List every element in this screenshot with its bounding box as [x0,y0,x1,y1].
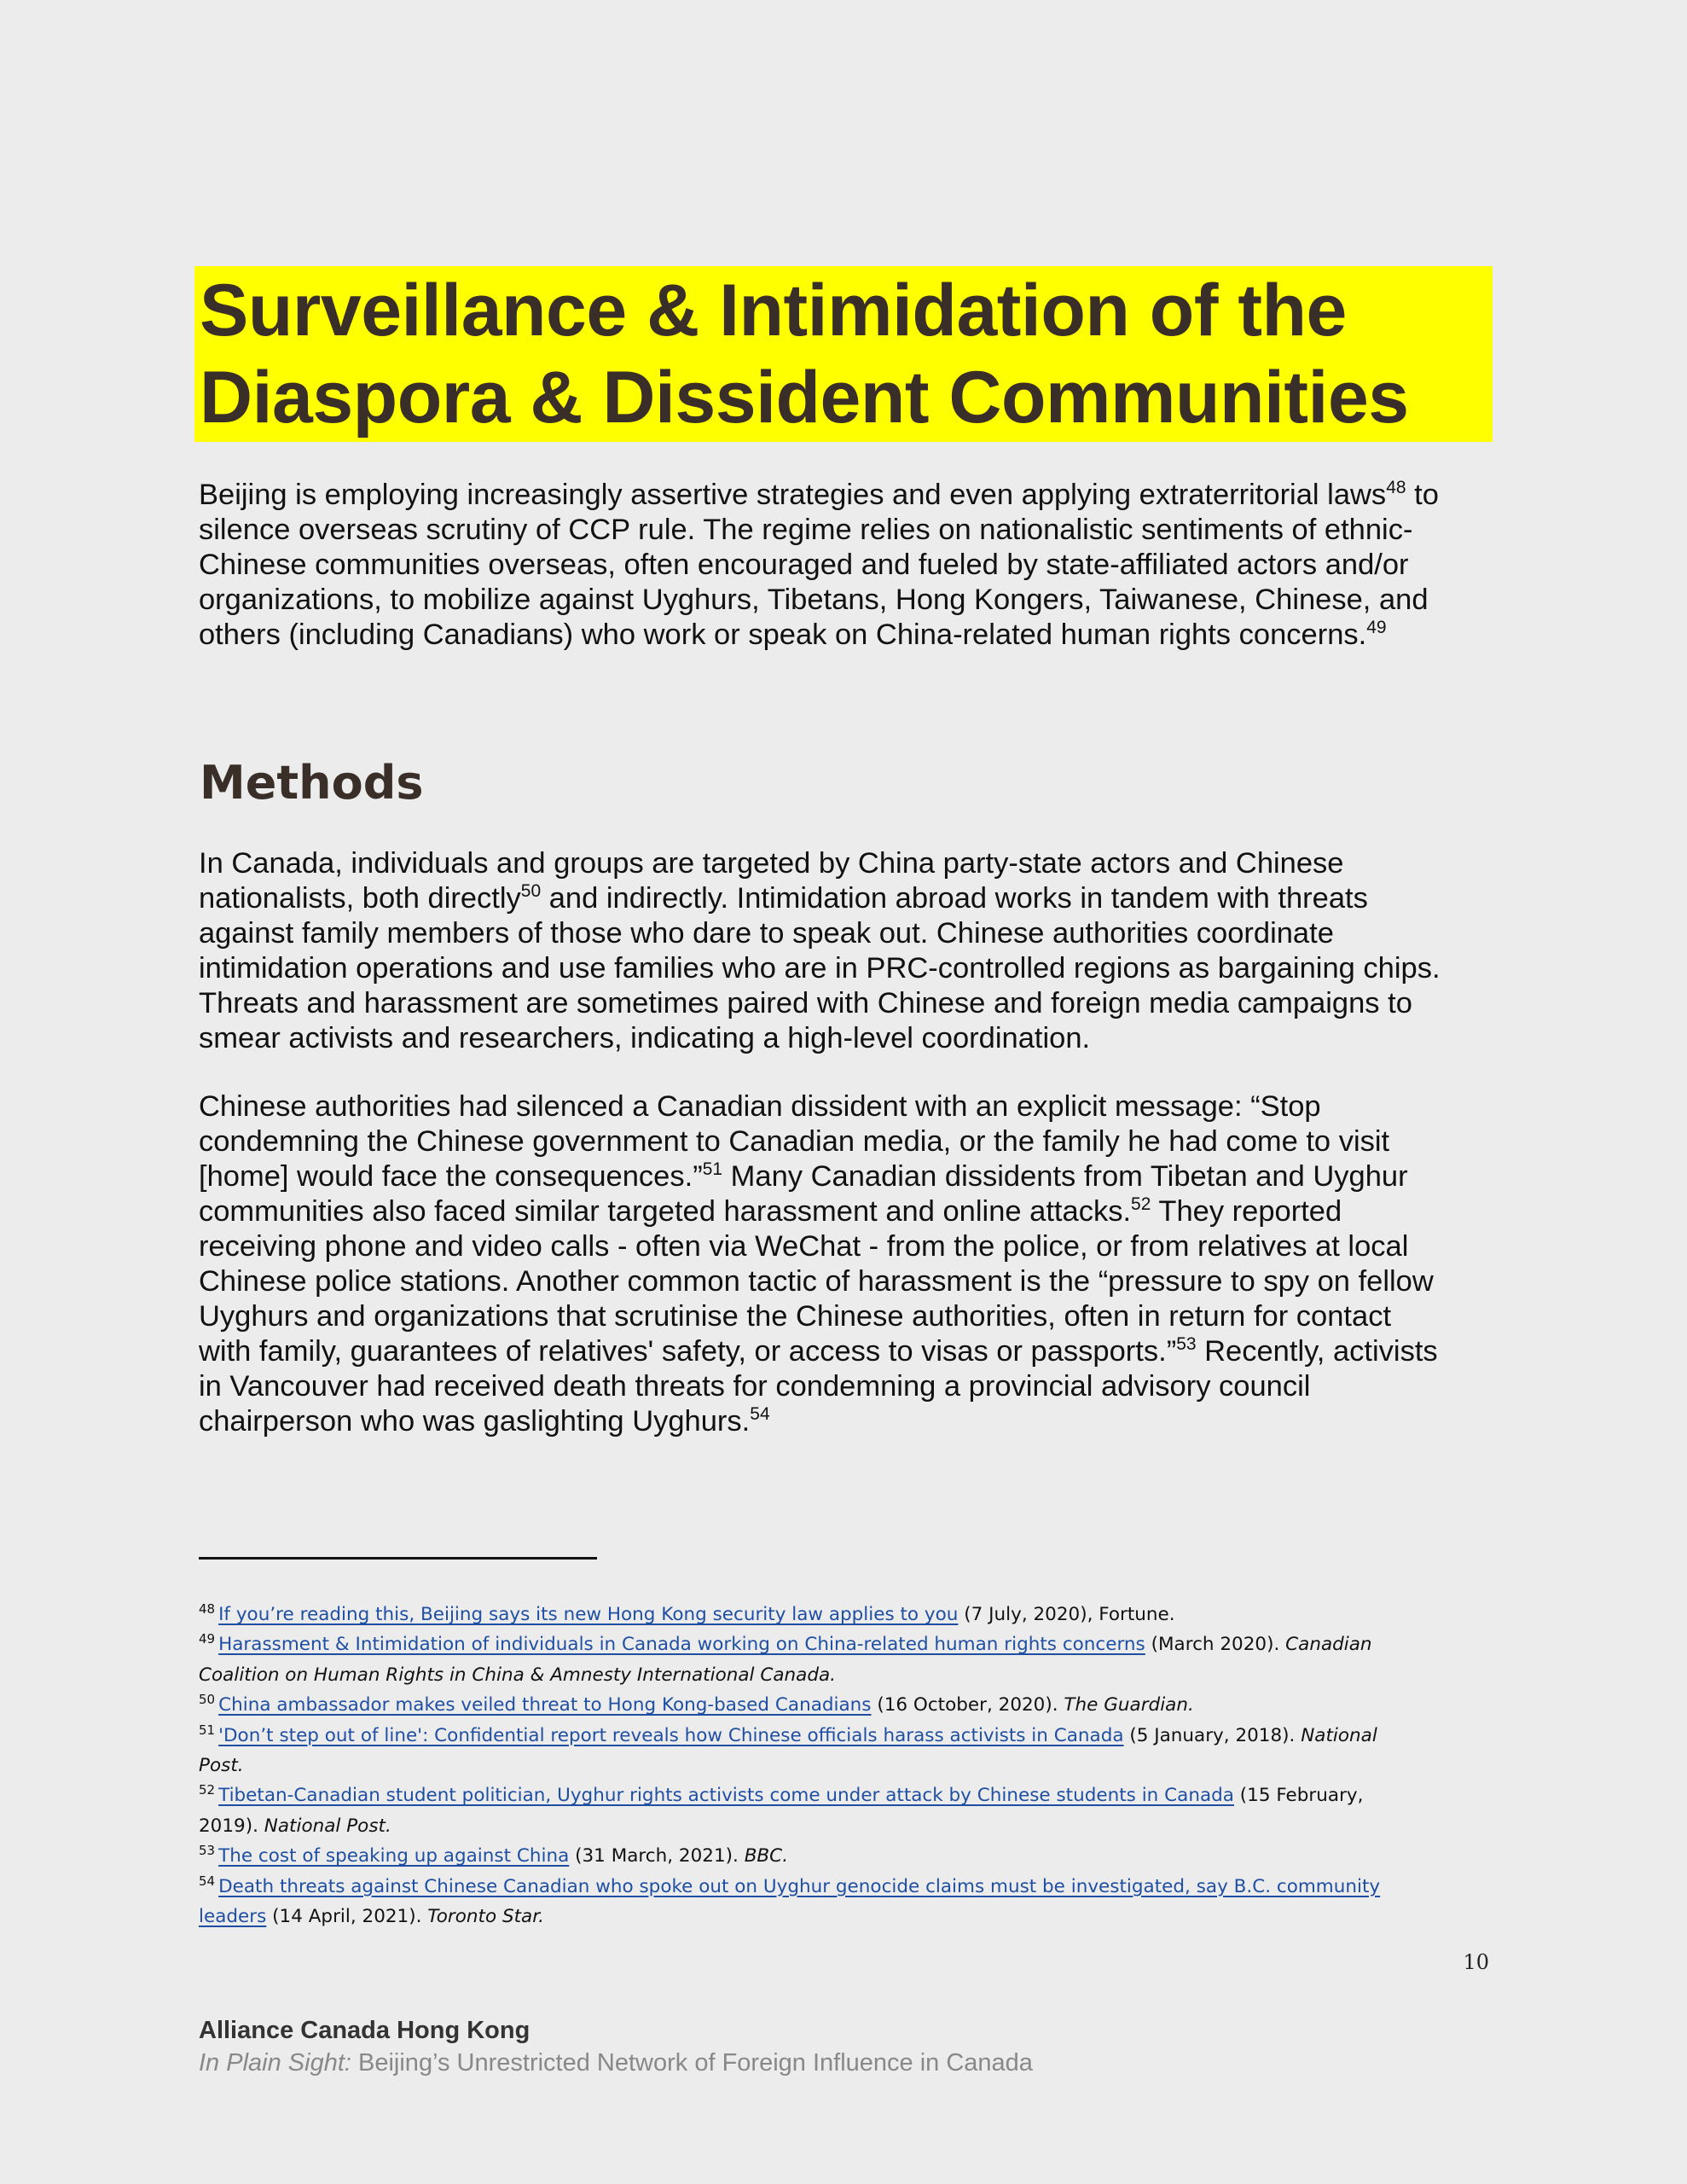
text-line: Beijing is employing increasingly assertive strategies and even applying extraterritorial laws [199,479,1387,511]
text-line: smear activists and researchers, indicating a high-level coordination. [199,1022,1091,1054]
footnote-link[interactable]: leaders [199,1906,267,1928]
text-line: Chinese communities overseas, often encouraged and fueled by state-affiliated actors and/or [199,549,1409,581]
footnote-ref[interactable]: 53 [1176,1334,1197,1354]
text-line: Chinese authorities had silenced a Canadian dissident with an explicit message: “Stop [199,1090,1321,1123]
footer-report-italic: In Plain Sight: [199,2049,351,2077]
title-highlight [194,266,1493,442]
text-line: Chinese police stations. Another common tactic of harassment is the “pressure to spy on fellow [199,1265,1434,1298]
footnote-49 [199,1629,1512,1659]
footnote-citation: (31 March, 2021). [569,1845,745,1867]
footnote-link[interactable]: Death threats against Chinese Canadian who spoke out on Uyghur genocide claims must be investigated, say B.C. community [218,1875,1381,1897]
footnote-48 [199,1600,1512,1629]
footnote-link[interactable]: The cost of speaking up against China [218,1845,570,1867]
page-number: 10 [1463,1950,1489,1974]
footnote-ref[interactable]: 51 [702,1159,723,1179]
page-title-line-1: Surveillance & Intimidation of the [200,270,1347,351]
text-line: Uyghurs and organizations that scrutinise the Chinese authorities, often in return for contact [199,1300,1392,1333]
footnote-source: The Guardian. [1064,1694,1194,1716]
text-line: chairperson who was gaslighting Uyghurs. [199,1405,751,1438]
footnote-number: 51 [199,1722,216,1738]
footer-report-title [199,2049,1033,2077]
text-line: receiving phone and video calls - often via WeChat - from the police, or from relatives at local [199,1230,1409,1263]
footnote-ref[interactable]: 54 [750,1404,770,1424]
footnote-link[interactable]: If you’re reading this, Beijing says its new Hong Kong security law applies to you [218,1604,959,1625]
text-line: nationalists, both directly [199,882,521,915]
footnote-number: 52 [199,1782,216,1798]
footnote-citation: (March 2020). [1145,1634,1286,1656]
footnote-number: 48 [199,1601,216,1617]
text-line: [home] would face the consequences.” [199,1160,703,1193]
text-line: to [1414,479,1439,511]
footnote-source: National [1301,1724,1377,1746]
text-line: communities also faced similar targeted harassment and online attacks. [199,1195,1132,1228]
methods-heading: Methods [200,756,424,810]
footnote-separator [199,1557,597,1560]
footnote-ref[interactable]: 49 [1366,618,1387,637]
text-line: They reported [1158,1195,1342,1228]
text-line: Threats and harassment are sometimes paired with Chinese and foreign media campaigns to [199,987,1412,1019]
footnotes [199,1600,1512,1931]
text-line: and indirectly. Intimidation abroad works in tandem with threats [548,882,1368,915]
methods-paragraph-2 [199,1089,1516,1439]
text-line: In Canada, individuals and groups are targeted by China party-state actors and Chinese [199,847,1344,880]
footnote-source: BBC. [744,1845,789,1867]
text-line: silence overseas scrutiny of CCP rule. The regime relies on nationalistic sentiments of ethnic- [199,514,1413,546]
footnote-ref[interactable]: 52 [1131,1194,1151,1214]
footnote-source: Canadian [1285,1634,1372,1656]
intro-paragraph [199,478,1516,653]
footer-organization: Alliance Canada Hong Kong [199,2017,530,2044]
methods-paragraph-1 [199,846,1516,1056]
footnote-ref[interactable]: 50 [520,881,542,901]
footnote-52 [199,1780,1512,1810]
text-line: others (including Canadians) who work or speak on China-related human rights concerns. [199,619,1367,651]
footer-report-rest: Beijing’s Unrestricted Network of Foreign Influence in Canada [351,2049,1033,2077]
footnote-source: Coalition on Human Rights in China & Amnesty International Canada. [199,1664,836,1686]
text-line: in Vancouver had received death threats for condemning a provincial advisory council [199,1370,1311,1403]
page-title-line-2: Diaspora & Dissident Communities [200,357,1409,439]
text-line: with family, guarantees of relatives' safety, or access to visas or passports.” [199,1335,1177,1368]
footnote-citation: (16 October, 2020). [871,1694,1064,1716]
footnote-number: 49 [199,1631,216,1647]
footnote-citation: (5 January, 2018). [1123,1724,1301,1746]
text-line: against family members of those who dare to speak out. Chinese authorities coordinate [199,917,1334,950]
footnote-50 [199,1690,1512,1720]
footnote-citation: (14 April, 2021). [266,1906,428,1928]
footnote-source: Toronto Star. [427,1906,544,1928]
footnote-citation: (7 July, 2020), Fortune. [958,1604,1175,1625]
footnote-source: National Post. [264,1815,391,1837]
footnote-link[interactable]: 'Don’t step out of line': Confidential report reveals how Chinese officials harass activists in Canada [218,1724,1124,1746]
footnote-number: 54 [199,1873,216,1889]
footnote-source: Post. [199,1755,244,1777]
footnote-link[interactable]: Harassment & Intimidation of individuals in Canada working on China-related human rights concerns [218,1634,1145,1656]
footnote-link[interactable]: Tibetan-Canadian student politician, Uyghur rights activists come under attack by Chinese students in Canada [218,1785,1234,1807]
footnote-53 [199,1841,1512,1871]
text-line: intimidation operations and use families who are in PRC-controlled regions as bargaining chips. [199,952,1441,985]
footnote-citation: (15 February, [1233,1785,1364,1807]
footnote-link[interactable]: China ambassador makes veiled threat to Hong Kong-based Canadians [218,1694,872,1716]
footnote-54 [199,1872,1512,1902]
footnote-number: 53 [199,1843,216,1859]
footnote-citation: 2019). [199,1815,264,1837]
footnote-ref[interactable]: 48 [1386,478,1406,497]
text-line: Recently, activists [1204,1335,1438,1368]
footnote-number: 50 [199,1692,216,1708]
text-line: condemning the Chinese government to Canadian media, or the family he had come to visit [199,1125,1390,1158]
footnote-51 [199,1721,1512,1751]
text-line: Many Canadian dissidents from Tibetan and Uyghur [730,1160,1408,1193]
text-line: organizations, to mobilize against Uyghurs, Tibetans, Hong Kongers, Taiwanese, Chinese, and [199,584,1429,616]
